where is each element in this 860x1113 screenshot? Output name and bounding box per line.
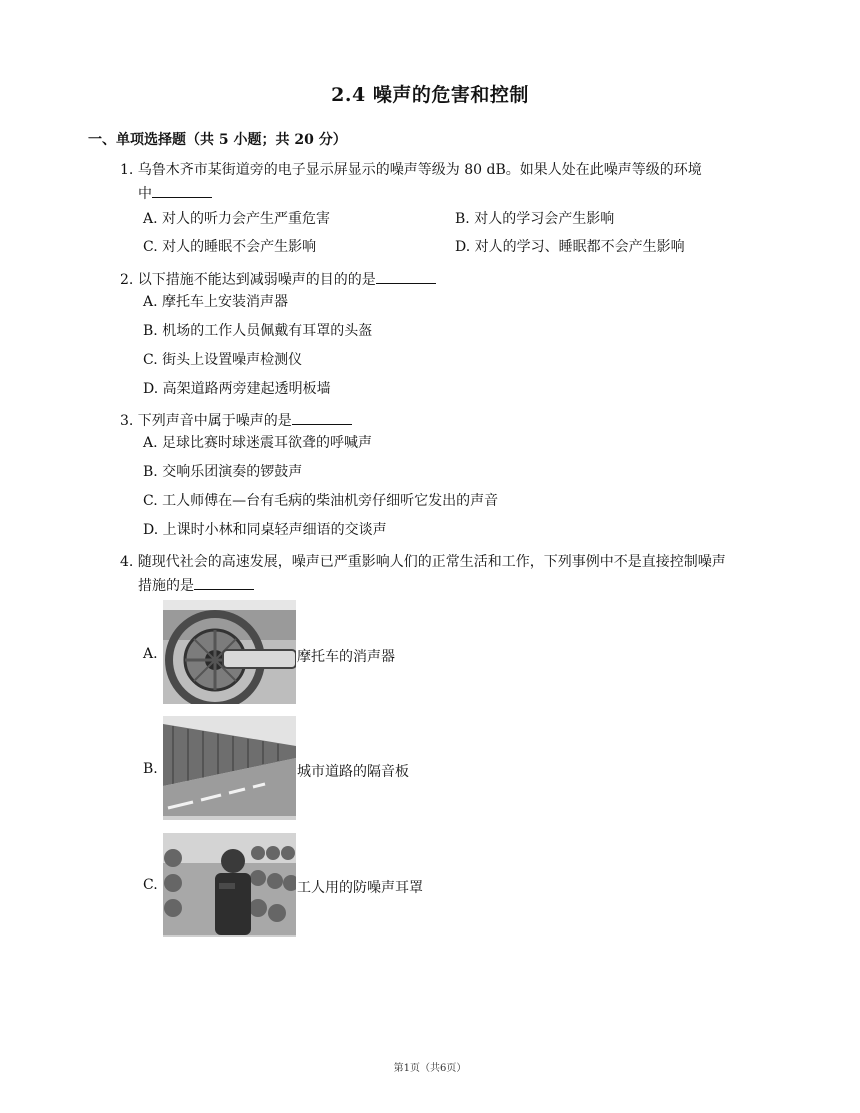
worker-ear-protection-photo (163, 833, 296, 937)
option-letter: B. (143, 761, 158, 777)
question-2-option-b: B. 机场的工作人员佩戴有耳罩的头盔 (143, 323, 373, 339)
question-2-option-d: D. 高架道路两旁建起透明板墙 (143, 381, 331, 397)
question-4-stem-line1: 4. 随现代社会的高速发展，噪声已严重影响人们的正常生活和工作，下列事例中不是直接控制噪声 (120, 554, 726, 570)
question-4-stem-line2 (120, 574, 770, 598)
answer-blank (194, 575, 254, 590)
road-sound-barrier-photo (163, 716, 296, 820)
question-4-stem-tail: 措施的是 (138, 578, 194, 594)
section-heading: 一、单项选择题（共 5 小题；共 20 分） (88, 132, 347, 148)
option-letter: A. (143, 646, 158, 662)
answer-blank (376, 269, 436, 284)
question-4 (120, 550, 770, 598)
question-3-option-c: C. 工人师傅在—台有毛病的柴油机旁仔细听它发出的声音 (143, 493, 499, 509)
question-3-option-d: D. 上课时小林和同桌轻声细语的交谈声 (143, 522, 387, 538)
answer-blank (292, 410, 352, 425)
question-1-stem-line1: 1. 乌鲁木齐市某街道旁的电子显示屏显示的噪声等级为 80 dB。如果人处在此噪声等级的环境 (120, 162, 702, 178)
question-3 (120, 409, 770, 433)
option-letter: C. (143, 877, 158, 893)
question-1-stem-line2 (120, 182, 770, 206)
question-1-option-a: A. 对人的听力会产生严重危害 (143, 211, 331, 227)
page-footer: 第1页（共6页） (393, 1063, 467, 1074)
option-caption: 工人用的防噪声耳罩 (297, 880, 423, 896)
question-3-option-a: A. 足球比赛时球迷震耳欲聋的呼喊声 (143, 435, 373, 451)
answer-blank (152, 183, 212, 198)
question-3-stem: 3. 下列声音中属于噪声的是 (120, 413, 292, 429)
question-1-option-d: D. 对人的学习、睡眠都不会产生影响 (455, 239, 685, 255)
option-caption: 摩托车的消声器 (297, 649, 395, 665)
question-2-option-a: A. 摩托车上安装消声器 (143, 294, 289, 310)
question-2-stem: 2. 以下措施不能达到减弱噪声的目的的是 (120, 272, 376, 288)
option-caption: 城市道路的隔音板 (297, 764, 409, 780)
page-title: 2.4 噪声的危害和控制 (331, 84, 529, 106)
question-1-option-b: B. 对人的学习会产生影响 (455, 211, 615, 227)
question-2-option-c: C. 街头上设置噪声检测仪 (143, 352, 303, 368)
question-1-option-c: C. 对人的睡眠不会产生影响 (143, 239, 317, 255)
motorcycle-muffler-photo (163, 600, 296, 704)
question-2 (120, 268, 770, 292)
question-1-stem-tail: 中 (138, 186, 152, 202)
question-1 (120, 158, 770, 206)
question-3-option-b: B. 交响乐团演奏的锣鼓声 (143, 464, 303, 480)
